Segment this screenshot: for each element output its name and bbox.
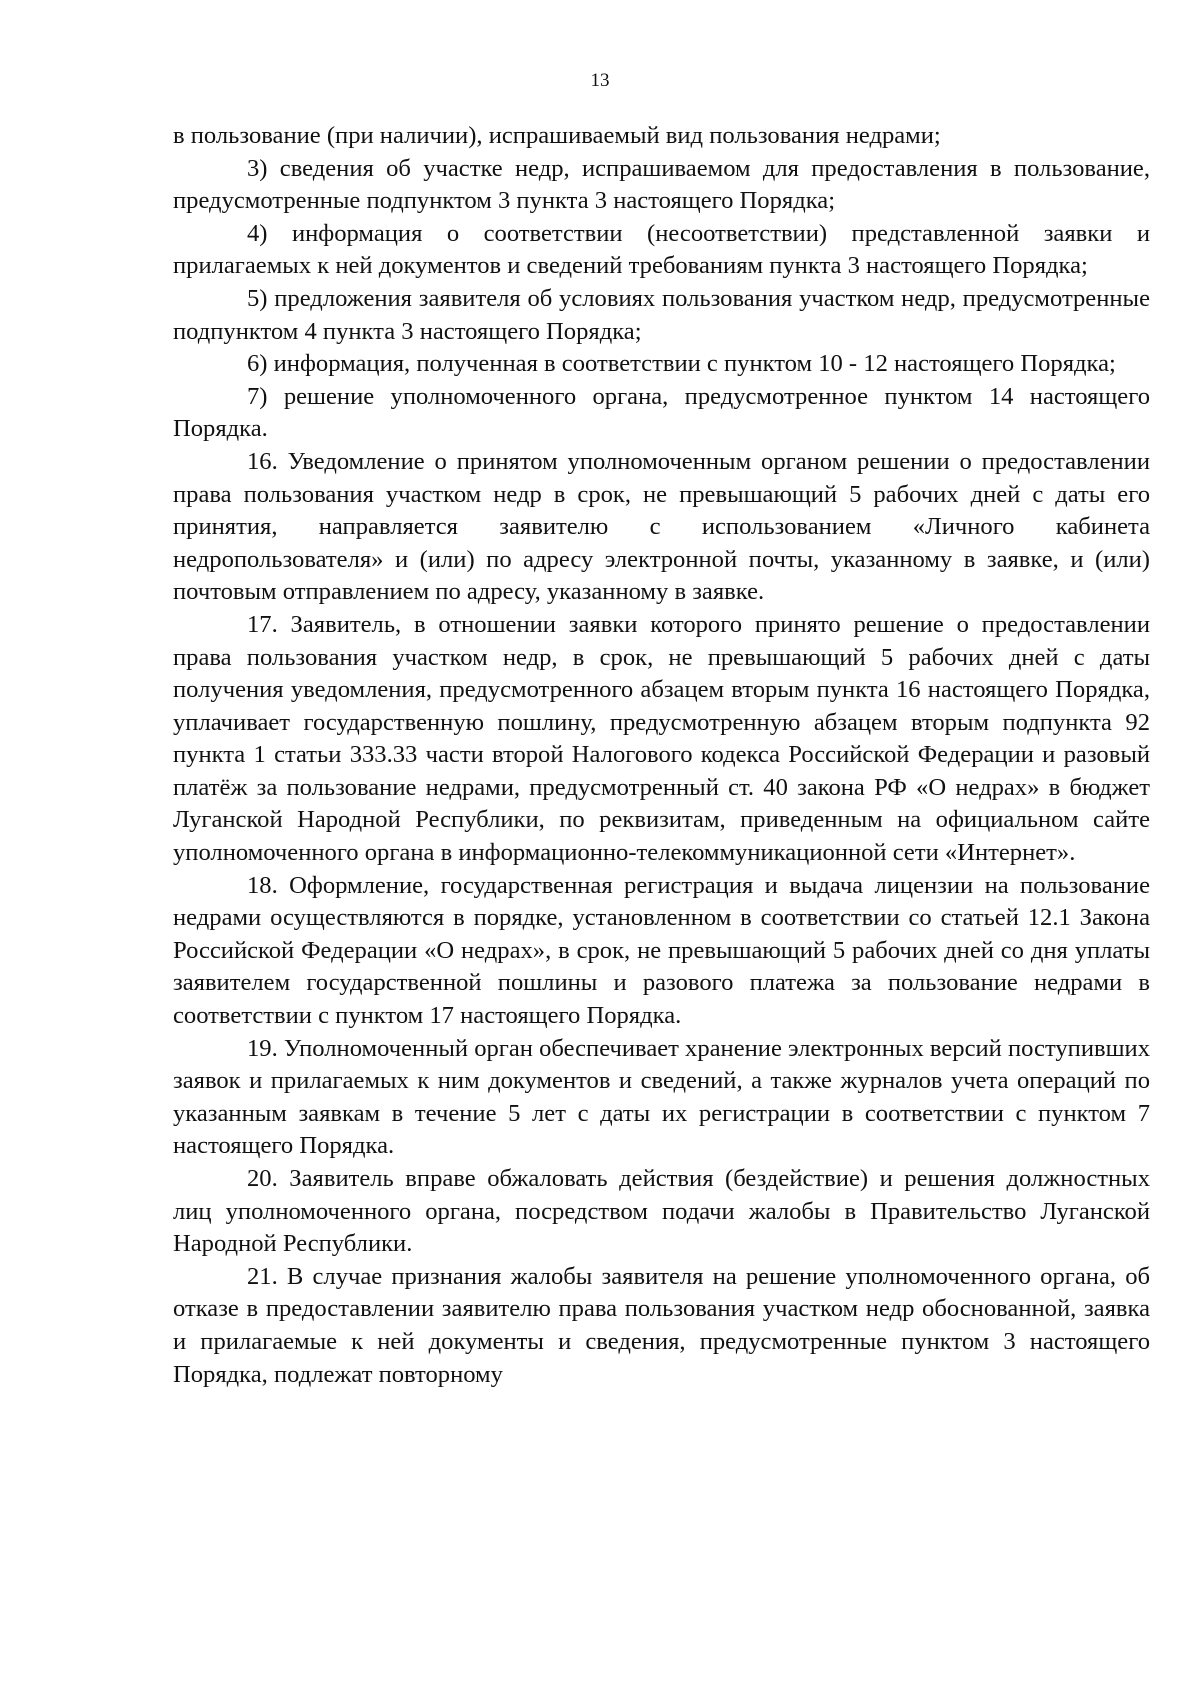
document-body [173,120,1150,1391]
paragraph-clause-17: 17. Заявитель, в отношении заявки которого принято решение о предоставлении права пользования участком недр, в срок, не превышающий 5 рабочих дней с даты получения уведомления, предусмотренного абзацем вторым пункта 16 настоящего Порядка, уплачивает государственную пошлину, предусмотренную абзацем вторым подпункта 92 пункта 1 статьи 333.33 части второй Налогового кодекса Российской Федерации и разовый платёж за пользование недрами, предусмотренный ст. 40 закона РФ «О недрах» в бюджет Луганской Народной Республики, по реквизитам, приведенным на официальном сайте уполномоченного органа в информационно-телекоммуникационной сети «Интернет». [173,610,1150,867]
page-number: 13 [590,70,610,91]
paragraph-item-3: 3) сведения об участке недр, испрашиваемом для предоставления в пользование, предусмотренные подпунктом 3 пункта 3 настоящего Порядка; [173,154,1150,215]
paragraph-item-4: 4) информация о соответствии (несоответствии) представленной заявки и прилагаемых к ней документов и сведений требованиям пункта 3 настоящего Порядка; [173,219,1150,280]
paragraph-clause-21: 21. В случае признания жалобы заявителя на решение уполномоченного органа, об отказе в предоставлении заявителю права пользования участком недр обоснованной, заявка и прилагаемые к ней документы и сведения, предусмотренные пунктом 3 настоящего Порядка, подлежат повторному [173,1262,1150,1388]
paragraph-clause-18: 18. Оформление, государственная регистрация и выдача лицензии на пользование недрами осуществляются в порядке, установленном в соответствии со статьей 12.1 Закона Российской Федерации «О недрах», в срок, не превышающий 5 рабочих дней со дня уплаты заявителем государственной пошлины и разового платежа за пользование недрами в соответствии с пунктом 17 настоящего Порядка. [173,871,1150,1030]
paragraph-clause-16: 16. Уведомление о принятом уполномоченным органом решении о предоставлении права пользования участком недр в срок, не превышающий 5 рабочих дней с даты его принятия, направляется заявителю с использованием «Личного кабинета недропользователя» и (или) по адресу электронной почты, указанному в заявке, и (или) почтовым отправлением по адресу, указанному в заявке. [173,447,1150,606]
paragraph-clause-20: 20. Заявитель вправе обжаловать действия (бездействие) и решения должностных лиц уполномоченного органа, посредством подачи жалобы в Правительство Луганской Народной Республики. [173,1165,1150,1258]
paragraph-item-7: 7) решение уполномоченного органа, предусмотренное пунктом 14 настоящего Порядка. [173,382,1150,443]
paragraph-continuation: в пользование (при наличии), испрашиваемый вид пользования недрами; [173,122,941,149]
paragraph-item-6: 6) информация, полученная в соответствии с пунктом 10 - 12 настоящего Порядка; [247,350,1116,378]
paragraph-item-5: 5) предложения заявителя об условиях пользования участком недр, предусмотренные подпунктом 4 пункта 3 настоящего Порядка; [173,284,1150,345]
paragraph-clause-19: 19. Уполномоченный орган обеспечивает хранение электронных версий поступивших заявок и прилагаемых к ним документов и сведений, а также журналов учета операций по указанным заявкам в течение 5 лет с даты их регистрации в соответствии с пунктом 7 настоящего Порядка. [173,1034,1150,1160]
